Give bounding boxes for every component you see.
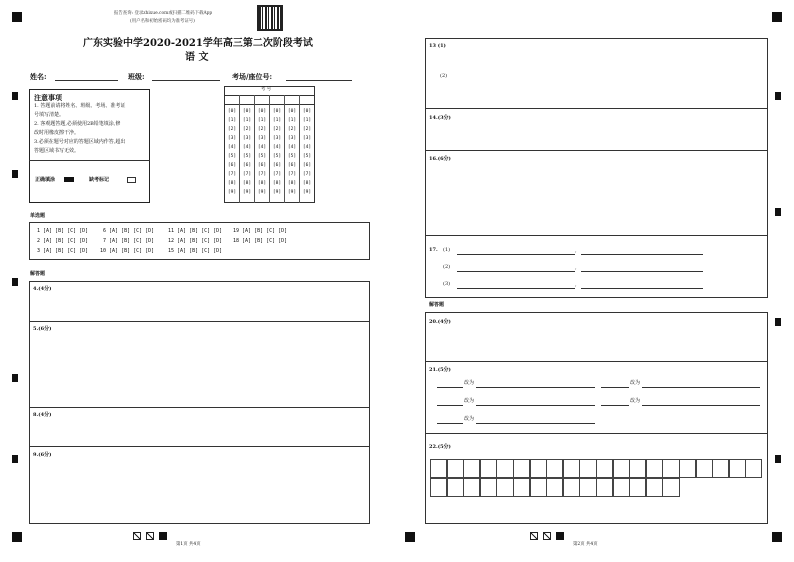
- report-notice-note: (用户名和初始密码均为准考证号): [130, 19, 195, 24]
- exam-digit-column[interactable]: [0] [1] [2] [3] [4] [5] [6] [7] [8] [9]: [227, 109, 237, 195]
- alignment-marker: [12, 170, 18, 178]
- alignment-marker: [775, 455, 781, 463]
- absent-checkbox[interactable]: [127, 177, 136, 183]
- composition-grid-row[interactable]: [430, 459, 762, 478]
- class-field[interactable]: [152, 80, 220, 81]
- alignment-marker: [775, 208, 781, 216]
- mc-item[interactable]: 12 [A] [B] [C] [D]: [168, 238, 223, 244]
- notice-title: 注意事项: [34, 93, 62, 102]
- q17-part2: (2): [443, 264, 451, 270]
- mc-section-label: 单选题: [30, 213, 46, 219]
- class-label: 班级:: [128, 72, 145, 81]
- alignment-marker: [12, 455, 18, 463]
- q4-label: 4.(4分): [33, 286, 52, 292]
- q13-part2: (2): [440, 73, 448, 79]
- exam-number-label: 考 号: [261, 87, 272, 92]
- subject-title: 语 文: [185, 52, 209, 63]
- name-label: 姓名:: [30, 72, 47, 81]
- mc-item[interactable]: 3 [A] [B] [C] [D]: [37, 248, 89, 254]
- q13-label: 13 (1): [429, 43, 446, 49]
- qr-code-icon: [257, 5, 283, 31]
- corner-marker: [405, 532, 415, 542]
- q21-change-to: 改为: [630, 398, 641, 404]
- correct-fill-sample: [64, 177, 74, 182]
- exam-digit-column[interactable]: [0] [1] [2] [3] [4] [5] [6] [7] [8] [9]: [302, 109, 312, 195]
- q21-change-to: 改为: [630, 380, 641, 386]
- q14-label: 14.(3分): [429, 115, 451, 121]
- notice-item: 2. 客观题答题,必须使用2B铅笔填涂,修: [34, 121, 121, 127]
- q21-change-to: 改为: [464, 380, 475, 386]
- exam-digit-column[interactable]: [0] [1] [2] [3] [4] [5] [6] [7] [8] [9]: [287, 109, 297, 195]
- notice-item: 号填写清楚。: [34, 112, 65, 118]
- absent-label: 缺考标记: [89, 177, 110, 183]
- q22-label: 22.(5分): [429, 444, 451, 450]
- answer-box-q20[interactable]: [425, 312, 768, 362]
- page-number: 第1页 共4页: [176, 542, 201, 547]
- report-notice: 报告查询: 登录zhixue.com或扫描二维码下载App: [114, 11, 213, 16]
- corner-marker: [772, 12, 782, 22]
- mc-item[interactable]: 18 [A] [B] [C] [D]: [233, 238, 288, 244]
- q9-label: 9.(6分): [33, 452, 52, 458]
- exam-digit-column[interactable]: [0] [1] [2] [3] [4] [5] [6] [7] [8] [9]: [257, 109, 267, 195]
- notice-item: 3.必须在题号对应的答题区域内作答,超出: [34, 139, 126, 145]
- alignment-marker: [775, 318, 781, 326]
- mc-item[interactable]: 10 [A] [B] [C] [D]: [100, 248, 155, 254]
- answer-box-q16[interactable]: [425, 150, 768, 236]
- q17-label: 17.: [429, 247, 438, 253]
- q21-change-to: 改为: [464, 416, 475, 422]
- composition-grid-row[interactable]: [430, 478, 679, 497]
- alignment-marker: [12, 92, 18, 100]
- notice-item: 答题区域书写无效。: [34, 148, 80, 154]
- notice-item: 改时用橡皮擦干净。: [34, 130, 80, 136]
- notice-item: 1. 答题前请将姓名、班级、考场、准考证: [34, 103, 126, 109]
- q5-label: 5.(6分): [33, 326, 52, 332]
- name-field[interactable]: [55, 80, 118, 81]
- room-seat-field[interactable]: [286, 80, 352, 81]
- page-barcode-box: [530, 532, 538, 540]
- q17-part3: (3): [443, 281, 451, 287]
- answer-box-q9[interactable]: [29, 446, 370, 524]
- mc-item[interactable]: 7 [A] [B] [C] [D]: [103, 238, 155, 244]
- alignment-marker: [12, 374, 18, 382]
- corner-marker: [772, 532, 782, 542]
- exam-title: 广东实验中学2020-2021学年高三第二次阶段考试: [83, 38, 313, 49]
- mc-item[interactable]: 2 [A] [B] [C] [D]: [37, 238, 89, 244]
- q21-change-to: 改为: [464, 398, 475, 404]
- alignment-marker: [775, 92, 781, 100]
- q8-label: 8.(4分): [33, 412, 52, 418]
- correct-fill-label: 正确填涂: [35, 177, 56, 183]
- page-number: 第2页 共4页: [573, 542, 598, 547]
- q17-part1: (1): [443, 247, 451, 253]
- answer-box-q5[interactable]: [29, 321, 370, 408]
- page-barcode-box: [146, 532, 154, 540]
- room-seat-label: 考场/座位号:: [232, 72, 273, 81]
- q20-label: 20.(4分): [429, 319, 451, 325]
- answer-section-label-right: 解答题: [429, 302, 445, 308]
- corner-marker: [12, 532, 22, 542]
- answer-box-q14[interactable]: [425, 108, 768, 151]
- page-barcode-box: [133, 532, 141, 540]
- answer-box-q13[interactable]: [425, 38, 768, 109]
- exam-digit-column[interactable]: [0] [1] [2] [3] [4] [5] [6] [7] [8] [9]: [242, 109, 252, 195]
- corner-marker: [12, 12, 22, 22]
- answer-box-q8[interactable]: [29, 407, 370, 447]
- answer-section-label: 解答题: [30, 271, 46, 277]
- mc-item[interactable]: 1 [A] [B] [C] [D]: [37, 228, 89, 234]
- page-barcode-box: [556, 532, 564, 540]
- page-barcode-box: [159, 532, 167, 540]
- q16-label: 16.(6分): [429, 156, 451, 162]
- exam-digit-column[interactable]: [0] [1] [2] [3] [4] [5] [6] [7] [8] [9]: [272, 109, 282, 195]
- mc-item[interactable]: 15 [A] [B] [C] [D]: [168, 248, 223, 254]
- mc-item[interactable]: 6 [A] [B] [C] [D]: [103, 228, 155, 234]
- mc-item[interactable]: 19 [A] [B] [C] [D]: [233, 228, 288, 234]
- q21-label: 21.(5分): [429, 367, 451, 373]
- answer-box-q4[interactable]: [29, 281, 370, 322]
- mc-item[interactable]: 11 [A] [B] [C] [D]: [168, 228, 223, 234]
- alignment-marker: [12, 278, 18, 286]
- page-barcode-box: [543, 532, 551, 540]
